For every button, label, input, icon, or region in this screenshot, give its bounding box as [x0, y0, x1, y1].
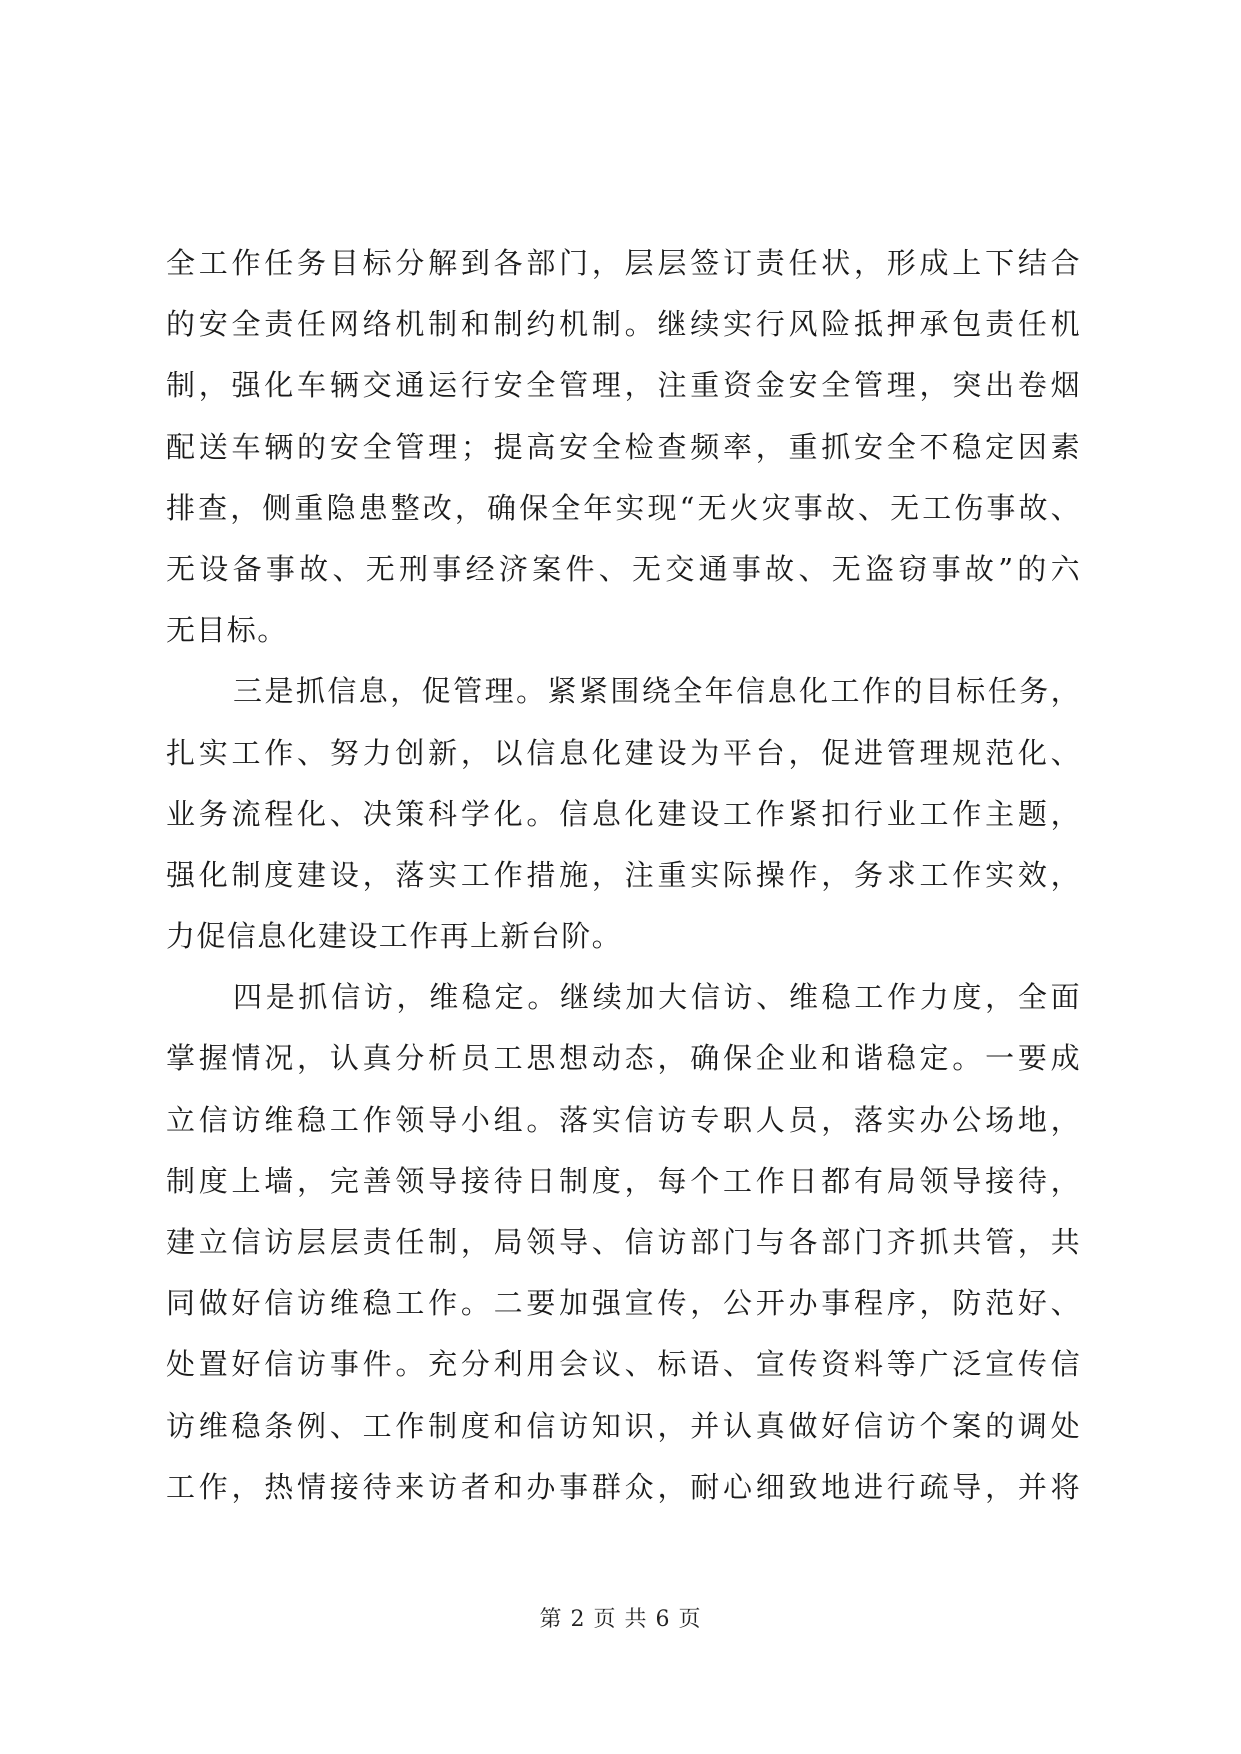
text-line: 无目标。 — [166, 613, 288, 648]
text-line: 工作，热情接待来访者和办事群众，耐心细致地进行疏导，并将 — [166, 1469, 1081, 1504]
text-line: 力促信息化建设工作再上新台阶。 — [166, 919, 623, 954]
text-line: 强化制度建设，落实工作措施，注重实际操作，务求工作实效， — [166, 857, 1081, 892]
text-line: 无设备事故、无刑事经济案件、无交通事故、无盗窃事故”的六 — [166, 551, 1081, 586]
text-line: 全工作任务目标分解到各部门，层层签订责任状，形成上下结合 — [166, 246, 1081, 280]
text-line: 处置好信访事件。充分利用会议、标语、宣传资料等广泛宣传信 — [166, 1347, 1081, 1382]
text-line: 同做好信访维稳工作。二要加强宣传，公开办事程序，防范好、 — [166, 1286, 1081, 1321]
text-line: 掌握情况，认真分析员工思想动态，确保企业和谐稳定。一要成 — [166, 1041, 1081, 1076]
text-line: 立信访维稳工作领导小组。落实信访专职人员，落实办公场地， — [166, 1102, 1081, 1137]
text-line: 制度上墙，完善领导接待日制度，每个工作日都有局领导接待， — [166, 1163, 1081, 1198]
text-line: 四是抓信访，维稳定。继续加大信访、维稳工作力度，全面 — [233, 980, 1081, 1015]
text-line: 三是抓信息，促管理。紧紧围绕全年信息化工作的目标任务， — [233, 674, 1081, 709]
page-footer: 第 2 页 共 6 页 — [539, 1607, 702, 1632]
text-line: 配送车辆的安全管理；提高安全检查频率，重抓安全不稳定因素 — [166, 429, 1081, 464]
text-line: 访维稳条例、工作制度和信访知识，并认真做好信访个案的调处 — [166, 1408, 1081, 1443]
document-body — [166, 233, 1081, 1518]
text-line: 的安全责任网络机制和制约机制。继续实行风险抵押承包责任机 — [166, 307, 1081, 342]
text-line: 业务流程化、决策科学化。信息化建设工作紧扣行业工作主题， — [166, 796, 1081, 831]
text-line: 制，强化车辆交通运行安全管理，注重资金安全管理，突出卷烟 — [166, 368, 1081, 403]
text-line: 扎实工作、努力创新，以信息化建设为平台，促进管理规范化、 — [166, 735, 1081, 770]
text-line: 建立信访层层责任制，局领导、信访部门与各部门齐抓共管，共 — [166, 1225, 1081, 1259]
text-line: 排查，侧重隐患整改，确保全年实现“无火灾事故、无工伤事故、 — [166, 490, 1081, 525]
